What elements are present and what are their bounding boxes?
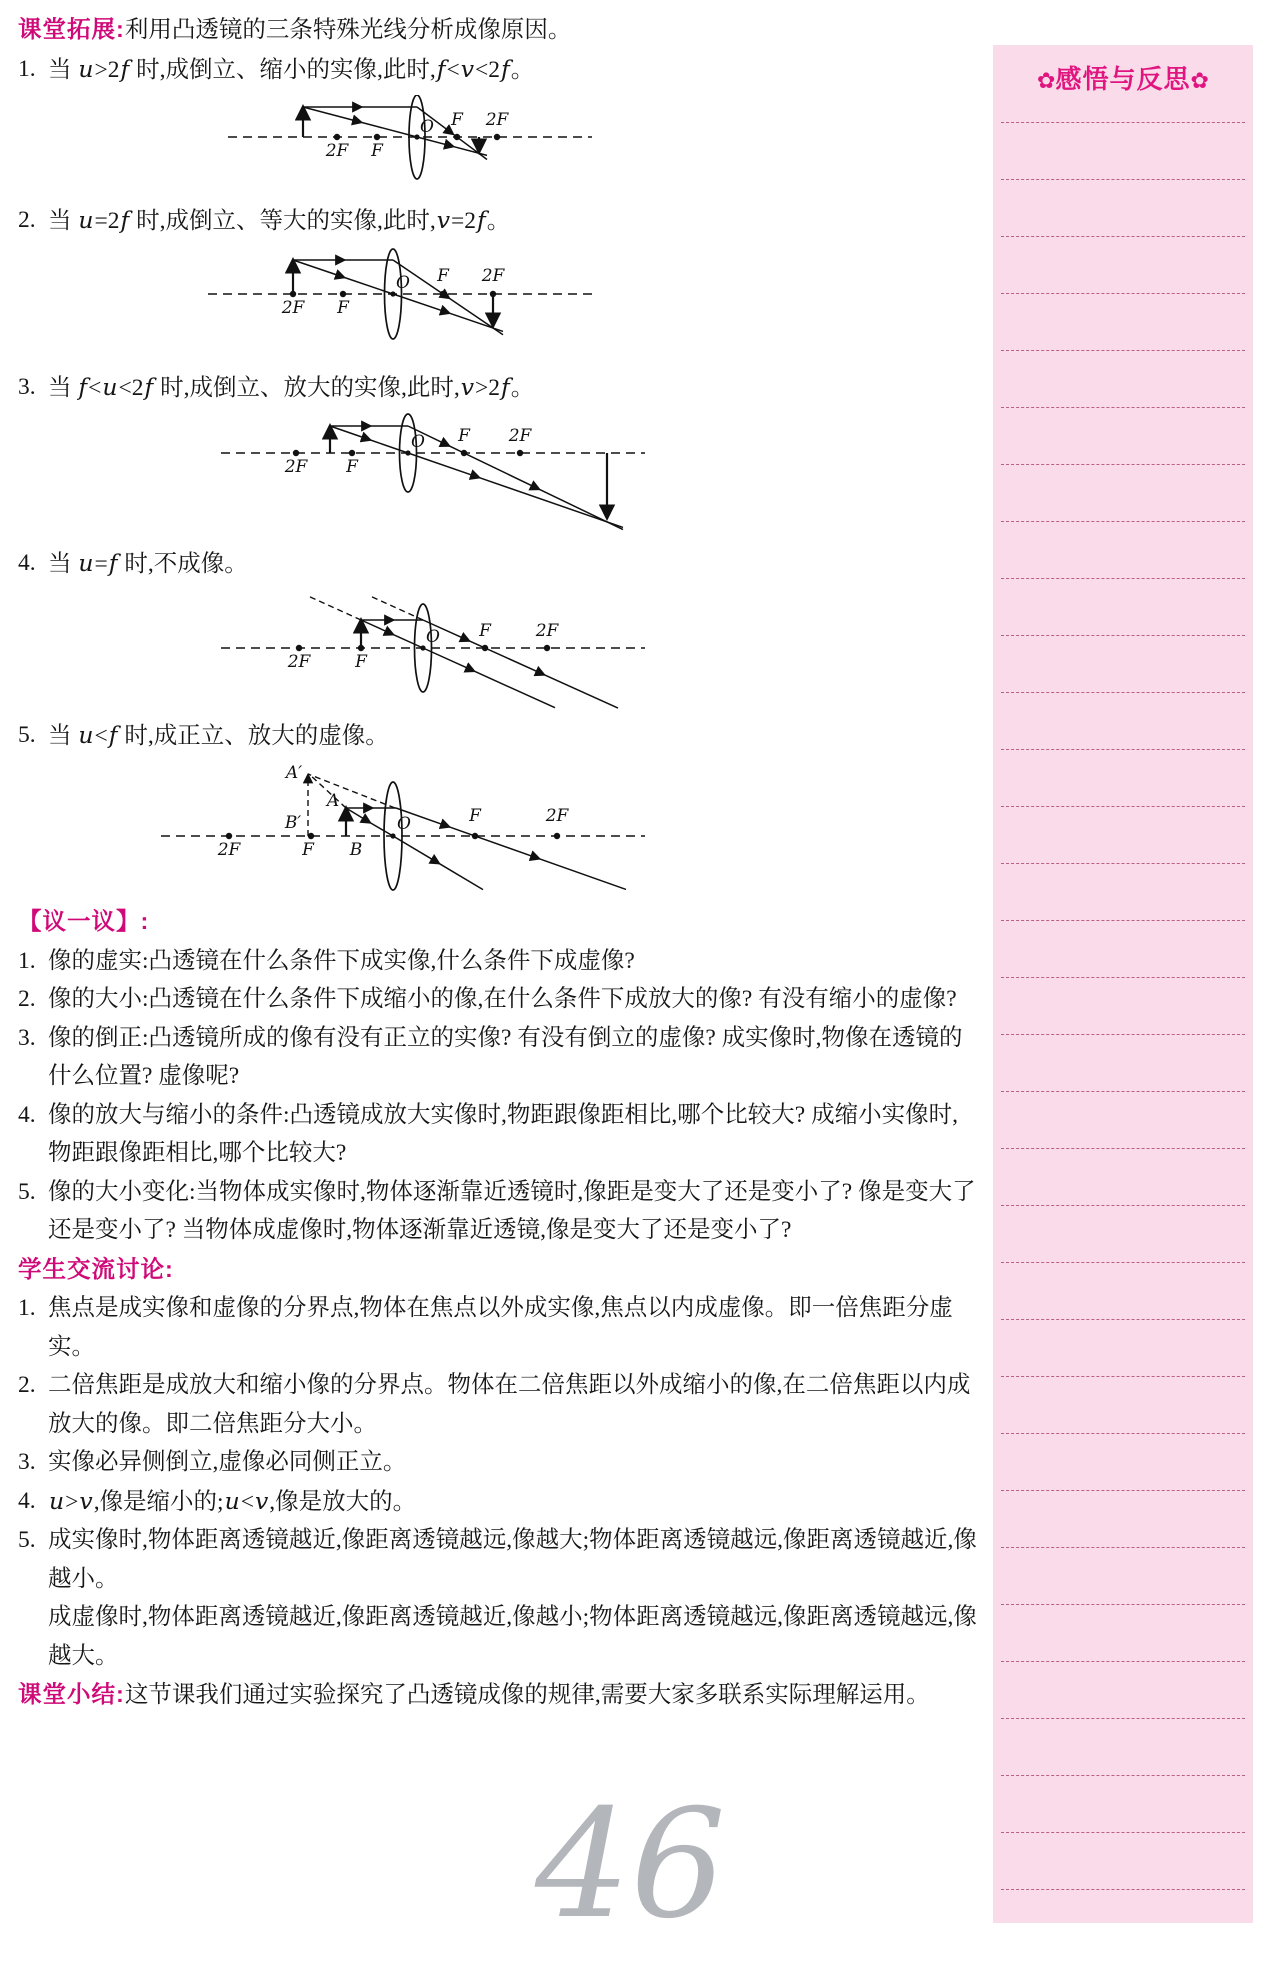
discussion-heading: 【议一议】: — [18, 908, 150, 934]
ray — [423, 620, 618, 708]
label-2f-left: 2F — [281, 297, 305, 318]
item-text: 像的放大与缩小的条件:凸透镜成放大实像时,物距跟像距相比,哪个比较大? 成缩小实像时,物距跟像距相比,哪个比较大? — [48, 1101, 958, 1166]
item-text: 成虚像时,物体距离透镜越近,像距离透镜越近,像越小;物体距离透镜越远,像距离透镜越远,像越大。 — [48, 1604, 977, 1669]
summary-heading: 课堂小结: — [18, 1681, 125, 1707]
ruled-line — [1001, 521, 1245, 522]
item-number: 5. — [18, 1527, 36, 1553]
ruled-line — [1001, 1547, 1245, 1548]
ruled-line — [1001, 692, 1245, 693]
case-item-5 — [18, 716, 980, 756]
item-number: 5. — [18, 721, 36, 748]
label-f-right: F — [437, 265, 449, 286]
item-text: 二倍焦距是成放大和缩小像的分界点。物体在二倍焦距以外成缩小的像,在二倍焦距以内成放大的像。即二倍焦距分大小。 — [48, 1372, 971, 1437]
ruled-line — [1001, 1205, 1245, 1206]
label-b: B — [349, 840, 363, 860]
ruled-line — [1001, 1433, 1245, 1434]
label-2f-left: 2F — [217, 840, 241, 860]
item-text: 像的大小:凸透镜在什么条件下成缩小的像,在什么条件下成放大的像? 有没有缩小的虚像? — [48, 986, 957, 1012]
ruled-line — [1001, 806, 1245, 807]
ruled-line — [1001, 920, 1245, 921]
ray — [303, 107, 417, 137]
exchange-item-2 — [18, 1366, 980, 1443]
label-b-prime: B′ — [284, 813, 302, 833]
label-f-right: F — [469, 806, 481, 826]
summary-text: 这节课我们通过实验探究了凸透镜成像的规律,需要大家多联系实际理解运用。 — [124, 1682, 930, 1708]
label-2f-right: 2F — [481, 265, 505, 286]
discussion-item-4 — [18, 1096, 980, 1173]
ruled-line — [1001, 1148, 1245, 1149]
label-f-left: F — [371, 141, 383, 161]
item-text: 当 u=2f 时,成倒立、等大的实像,此时,v=2f。 — [48, 206, 511, 234]
ruled-line — [1001, 1091, 1245, 1092]
lens-diagram-u-less-f — [158, 761, 648, 896]
lecture-heading: 课堂拓展: — [18, 16, 125, 42]
lecture-heading-line — [18, 10, 980, 50]
flower-icon: ✿ — [1190, 68, 1209, 93]
summary-line — [18, 1675, 980, 1715]
lens-diagram-u-greater-2f — [225, 95, 595, 195]
exchange-heading-line — [18, 1250, 980, 1290]
item-number: 3. — [18, 1024, 36, 1051]
item-number: 1. — [18, 947, 36, 974]
exchange-heading: 学生交流讨论: — [18, 1255, 174, 1282]
ruled-line — [1001, 1034, 1245, 1035]
label-f-right: F — [451, 110, 463, 130]
item-number — [18, 1598, 48, 1675]
ruled-line — [1001, 1262, 1245, 1263]
ruled-line — [1001, 1832, 1245, 1833]
ruled-line — [1001, 578, 1245, 579]
label-o: O — [426, 626, 440, 647]
ruled-line — [1001, 1661, 1245, 1662]
ruled-line — [1001, 863, 1245, 864]
item-number: 3. — [18, 373, 36, 400]
item-text: 像的大小变化:当物体成实像时,物体逐渐靠近透镜时,像距是变大了还是变小了? 像是变大了还是变小了? 当物体成虚像时,物体逐渐靠近透镜,像是变大了还是变小了? — [48, 1178, 976, 1243]
ruled-line — [1001, 1775, 1245, 1776]
label-f-left: F — [337, 297, 349, 318]
lecture-intro: 利用凸透镜的三条特殊光线分析成像原因。 — [124, 17, 572, 43]
item-text: 实像必异侧倒立,虚像必同侧正立。 — [48, 1449, 407, 1475]
exchange-item-5-continued — [18, 1598, 980, 1675]
sidebar-title — [993, 45, 1253, 96]
backward-extension — [370, 596, 423, 620]
label-a: A — [326, 791, 340, 811]
label-2f-right: 2F — [508, 426, 532, 446]
discussion-item-5 — [18, 1173, 980, 1250]
case-item-1 — [18, 50, 980, 90]
label-f-left: F — [346, 457, 358, 477]
ruled-line — [1001, 1718, 1245, 1719]
backward-extension — [308, 596, 361, 620]
ruled-line — [1001, 179, 1245, 180]
ray — [396, 808, 626, 889]
discussion-item-3 — [18, 1019, 980, 1096]
label-2f-right: 2F — [535, 620, 559, 641]
ruled-line — [1001, 1319, 1245, 1320]
item-number: 2. — [18, 207, 36, 233]
exchange-item-1 — [18, 1289, 980, 1366]
ray — [293, 260, 393, 294]
ruled-line — [1001, 1376, 1245, 1377]
main-content — [18, 10, 980, 1715]
ruled-line — [1001, 1604, 1245, 1605]
lens-diagram-u-equals-2f — [205, 247, 595, 362]
item-text: 成实像时,物体距离透镜越近,像距离透镜越远,像越大;物体距离透镜越远,像距离透镜越近,像越小。 — [48, 1527, 977, 1592]
label-o: O — [411, 432, 425, 452]
ray — [361, 620, 423, 648]
sidebar — [993, 45, 1253, 1923]
ruled-line — [1001, 1490, 1245, 1491]
ray — [330, 426, 408, 453]
ruled-line — [1001, 464, 1245, 465]
discussion-item-2 — [18, 980, 980, 1019]
ray — [408, 453, 623, 527]
label-f-left: F — [302, 840, 314, 860]
ray — [417, 137, 487, 155]
label-2f-right: 2F — [485, 110, 509, 130]
ruled-line — [1001, 122, 1245, 123]
item-number: 5. — [18, 1178, 36, 1205]
label-2f-left: 2F — [325, 141, 349, 161]
exchange-item-5 — [18, 1521, 980, 1598]
exchange-item-4 — [18, 1482, 980, 1522]
ruled-line — [1001, 293, 1245, 294]
flower-icon: ✿ — [1037, 68, 1056, 93]
case-item-4 — [18, 544, 980, 584]
item-text: u>v,像是缩小的;u<v,像是放大的。 — [49, 1486, 417, 1515]
ruled-line — [1001, 635, 1245, 636]
ruled-line — [1001, 977, 1245, 978]
case-item-2 — [18, 201, 980, 241]
ray — [393, 836, 483, 890]
item-text: 当 u=f 时,不成像。 — [48, 549, 248, 577]
case-item-3 — [18, 368, 980, 408]
ray — [393, 294, 503, 331]
item-number: 1. — [18, 55, 36, 82]
item-number: 4. — [18, 1487, 36, 1514]
label-o: O — [420, 117, 434, 137]
item-number: 2. — [18, 1372, 36, 1398]
item-text: 像的倒正:凸透镜所成的像有没有正立的实像? 有没有倒立的虚像? 成实像时,物像在透镜的什么位置? 虚像呢? — [48, 1024, 963, 1089]
label-f-right: F — [458, 426, 470, 446]
ruled-line — [1001, 407, 1245, 408]
item-number: 1. — [18, 1295, 36, 1321]
item-text: 当 u>2f 时,成倒立、缩小的实像,此时,f<v<2f。 — [48, 54, 535, 83]
item-number: 3. — [18, 1449, 36, 1475]
label-o: O — [396, 272, 410, 293]
lens-diagram-f-u-2f — [218, 413, 648, 538]
discussion-item-1 — [18, 942, 980, 981]
page-number-watermark: 46 — [535, 1778, 726, 1952]
ray — [423, 648, 555, 708]
item-text: 当 f<u<2f 时,成倒立、放大的实像,此时,v>2f。 — [48, 372, 535, 401]
lens-diagram-u-equals-f — [218, 590, 648, 710]
label-2f-left: 2F — [287, 651, 311, 672]
label-2f-left: 2F — [284, 457, 308, 477]
label-o: O — [397, 814, 411, 834]
item-text: 当 u<f 时,成正立、放大的虚像。 — [48, 720, 389, 749]
item-number: 4. — [18, 1101, 36, 1128]
ruled-line — [1001, 749, 1245, 750]
item-text: 像的虚实:凸透镜在什么条件下成实像,什么条件下成虚像? — [48, 947, 635, 974]
exchange-item-3 — [18, 1443, 980, 1482]
label-f-right: F — [479, 620, 491, 641]
discussion-heading-line — [18, 902, 980, 942]
ruled-line — [1001, 350, 1245, 351]
item-text: 焦点是成实像和虚像的分界点,物体在焦点以外成实像,焦点以内成虚像。即一倍焦距分虚实。 — [48, 1295, 953, 1360]
label-2f-right: 2F — [545, 806, 569, 826]
sidebar-title-text: 感悟与反思 — [1055, 64, 1191, 94]
item-number: 4. — [18, 550, 36, 576]
backward-extension — [308, 774, 395, 808]
ray — [346, 808, 393, 836]
label-a-prime: A′ — [285, 763, 303, 783]
item-number: 2. — [18, 986, 36, 1012]
ruled-line — [1001, 236, 1245, 237]
label-f-left: F — [355, 651, 367, 672]
ruled-line — [1001, 1889, 1245, 1890]
